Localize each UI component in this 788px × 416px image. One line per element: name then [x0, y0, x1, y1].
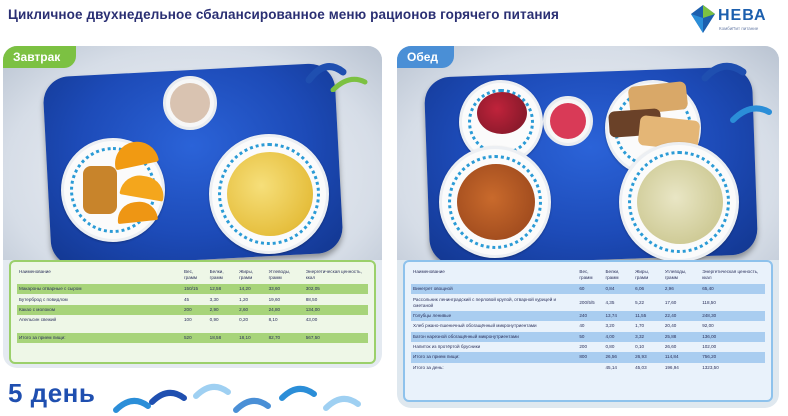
row-kcal: 65,40	[700, 284, 765, 294]
row-protein: 0,84	[603, 284, 633, 294]
logo-icon	[690, 4, 716, 34]
row-kcal: 88,50	[305, 296, 318, 302]
day-label: 5 день	[8, 378, 96, 408]
total-weight: 800	[577, 352, 603, 362]
lunch-card	[397, 46, 779, 408]
table-row	[411, 294, 765, 310]
neva-logo	[690, 2, 782, 42]
pasta-with-cheese	[227, 152, 313, 236]
total-name: Итого за прием пищи:	[411, 352, 577, 362]
table-row	[411, 321, 765, 331]
row-weight: 240	[577, 311, 603, 321]
bread-with-jam	[83, 166, 117, 214]
breakfast-nutrition-table	[9, 260, 376, 364]
row-protein: 4,35	[605, 299, 615, 305]
table-row	[17, 315, 368, 325]
row-name: Бутерброд с повидлом	[19, 296, 68, 302]
day-total-carbs: 196,94	[664, 364, 679, 370]
row-carbs: 24,80	[267, 305, 304, 315]
row-carbs: 20,40	[664, 323, 677, 329]
day-total-protein: 45,14	[605, 364, 617, 370]
col-kcal: Энергетическая ценность, ккал	[702, 269, 759, 280]
decor-waves	[303, 52, 375, 92]
row-protein: 0,80	[605, 344, 615, 350]
table-day-total-row	[411, 363, 765, 373]
col-name: Наименование	[413, 269, 445, 274]
col-protein: Белки, грамм	[209, 269, 224, 280]
row-weight: 200	[182, 305, 208, 315]
row-name: Апельсин свежий	[19, 317, 57, 323]
total-kcal: 567,50	[304, 333, 368, 343]
cocoa-drink	[170, 83, 210, 123]
row-kcal: 92,00	[702, 323, 714, 329]
col-fat: Жиры, грамм	[635, 269, 650, 280]
row-weight: 50	[577, 332, 603, 342]
total-carbs: 114,84	[663, 352, 700, 362]
row-carbs: 19,60	[268, 296, 281, 302]
lingonberry-drink	[550, 103, 586, 139]
rassolnik-soup	[637, 160, 723, 244]
breakfast-card	[3, 46, 382, 368]
row-name: Винегрет овощной	[411, 284, 577, 294]
lunch-label: Обед	[397, 46, 454, 68]
row-name: Какао с молоком	[17, 305, 182, 315]
row-name: Батон нарезной обогащённый микронутриентами	[411, 332, 577, 342]
table-header-row	[411, 265, 765, 284]
col-carbs: Углеводы, грамм	[268, 269, 291, 280]
row-fat: 3,32	[633, 332, 663, 342]
row-weight: 200/5/5	[579, 299, 595, 305]
col-carbs: Углеводы, грамм	[664, 269, 687, 280]
row-carbs: 33,60	[267, 284, 304, 294]
row-carbs: 22,40	[663, 311, 700, 321]
row-fat: 14,20	[237, 284, 266, 294]
total-protein: 18,58	[208, 333, 237, 343]
total-weight: 520	[182, 333, 208, 343]
total-fat: 26,93	[633, 352, 663, 362]
row-fat: 5,22	[635, 299, 645, 305]
row-protein: 3,30	[209, 296, 219, 302]
page-title: Цикличное двухнедельное сбалансированное меню рационов горячего питания	[8, 7, 560, 22]
breakfast-photo	[3, 46, 382, 260]
row-carbs: 2,96	[663, 284, 700, 294]
row-name: Рассольник ленинградский с перловой крупой, отварной курицей и сметаной	[413, 296, 557, 308]
row-protein: 0,90	[209, 317, 219, 323]
footer-waves	[112, 380, 382, 414]
col-name: Наименование	[19, 269, 51, 274]
lunch-photo	[397, 46, 779, 260]
table-row	[411, 342, 765, 352]
row-name: Напиток из протёртой брусники	[413, 344, 481, 350]
day-total-name: Итого за день:	[413, 364, 444, 370]
row-kcal: 118,50	[702, 299, 716, 305]
table-row	[17, 284, 368, 294]
table-header-row	[17, 265, 368, 284]
day-total-fat: 45,03	[635, 364, 647, 370]
table-row	[411, 311, 765, 321]
row-protein: 13,74	[603, 311, 633, 321]
table-row	[411, 332, 765, 342]
vinaigrette	[477, 92, 527, 134]
table-row	[17, 305, 368, 315]
row-fat: 1,70	[635, 323, 645, 329]
lazy-cabbage-rolls	[457, 164, 535, 240]
col-protein: Белки, грамм	[605, 269, 620, 280]
row-kcal: 136,00	[700, 332, 765, 342]
row-protein: 2,90	[208, 305, 237, 315]
table-spacer	[17, 326, 368, 333]
row-kcal: 302,05	[304, 284, 368, 294]
logo-subtitle: КомбиПит питание	[719, 26, 759, 31]
row-kcal: 102,00	[702, 344, 717, 350]
row-weight: 100	[183, 317, 192, 323]
total-kcal: 756,20	[700, 352, 765, 362]
table-total-row	[17, 333, 368, 343]
lunch-nutrition-table	[403, 260, 773, 402]
row-fat: 11,55	[633, 311, 663, 321]
col-weight: Вес, грамм	[183, 269, 198, 280]
total-protein: 26,56	[603, 352, 633, 362]
row-carbs: 17,60	[664, 299, 677, 305]
row-name: Голубцы ленивые	[411, 311, 577, 321]
row-weight: 45	[183, 296, 190, 302]
row-fat: 6,06	[633, 284, 663, 294]
total-carbs: 82,70	[267, 333, 304, 343]
row-protein: 12,58	[208, 284, 237, 294]
total-name: Итого за прием пищи:	[17, 333, 182, 343]
row-weight: 40	[579, 323, 585, 329]
row-kcal: 43,00	[305, 317, 318, 323]
row-fat: 2,60	[237, 305, 266, 315]
breakfast-label: Завтрак	[3, 46, 76, 68]
row-name: Макароны отварные с сыром	[17, 284, 182, 294]
row-weight: 150/15	[182, 284, 208, 294]
row-kcal: 248,30	[700, 311, 765, 321]
row-name: Хлеб ржано-пшеничный обогащённый микронутриентами	[413, 323, 537, 329]
col-weight: Вес, грамм	[579, 269, 593, 280]
row-carbs: 26,60	[664, 344, 677, 350]
decor-waves	[699, 58, 777, 128]
row-kcal: 134,00	[304, 305, 368, 315]
row-fat: 0,20	[239, 317, 249, 323]
row-protein: 4,00	[603, 332, 633, 342]
logo-word: НЕВА	[718, 7, 767, 24]
row-carbs: 8,10	[268, 317, 278, 323]
day-total-kcal: 1323,50	[702, 364, 719, 370]
col-fat: Жиры, грамм	[239, 269, 254, 280]
row-weight: 200	[579, 344, 588, 350]
row-fat: 1,20	[239, 296, 249, 302]
table-row	[411, 284, 765, 294]
row-fat: 0,10	[635, 344, 645, 350]
total-fat: 18,10	[237, 333, 266, 343]
row-carbs: 25,88	[663, 332, 700, 342]
day-total-weight	[577, 363, 603, 373]
row-protein: 3,20	[605, 323, 615, 329]
row-weight: 60	[577, 284, 603, 294]
table-row	[17, 294, 368, 304]
table-total-row	[411, 352, 765, 362]
col-kcal: Энергетическая ценность, ккал	[305, 269, 362, 280]
